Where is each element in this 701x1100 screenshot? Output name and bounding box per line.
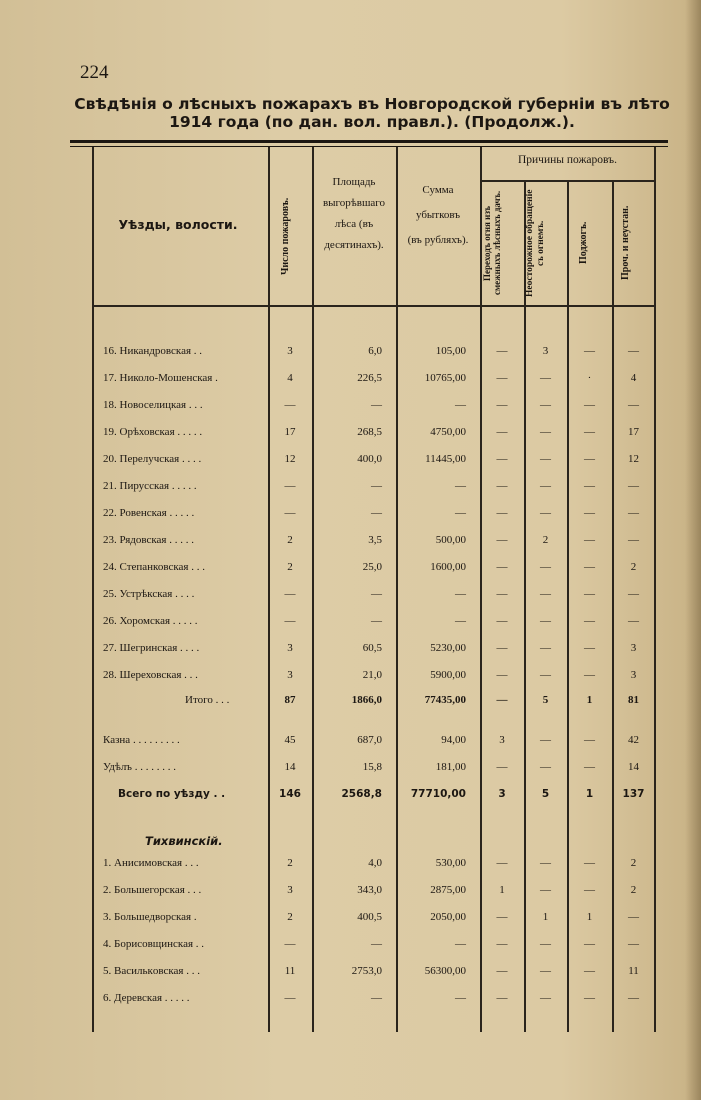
page-title (70, 95, 674, 131)
cell-c4: 2 (630, 857, 637, 869)
row-name: 20. Перелучская . . . . (103, 453, 202, 465)
cell-area: 268,5 (357, 426, 382, 438)
cell-count: 146 (279, 788, 301, 800)
cell-area: 687,0 (357, 734, 382, 746)
header-loss-line-3: (въ рубляхъ). (407, 234, 469, 246)
cell-c1: — (496, 669, 508, 681)
cell-c2: — (540, 669, 551, 681)
cell-c4: — (628, 588, 639, 600)
cell-c4: 42 (628, 734, 639, 746)
cell-loss: — (455, 992, 466, 1004)
cell-c2: — (540, 642, 551, 654)
header-causes: Причины пожаровъ. (517, 154, 618, 166)
cell-c4: 11 (628, 965, 639, 977)
cell-area: — (371, 992, 382, 1004)
header-cause-1: Переходъ огня изъ смежныхъ лѣсныхъ дачъ. (482, 190, 502, 296)
cell-c1: — (496, 911, 508, 923)
cell-c3: — (584, 507, 595, 519)
cell-c3: — (584, 884, 595, 896)
cell-loss: 1600,00 (430, 561, 466, 573)
cell-c1: — (496, 615, 508, 627)
cell-count: 45 (284, 734, 296, 746)
cell-area: — (371, 399, 382, 411)
cell-c2: 1 (542, 911, 549, 923)
cell-loss: — (455, 615, 466, 627)
cell-c1: — (496, 345, 508, 357)
cell-c3: — (584, 426, 595, 438)
cell-loss: 10765,00 (424, 372, 466, 384)
cell-count: 2 (287, 534, 293, 546)
cell-count: 12 (284, 453, 296, 465)
cell-c2: — (540, 615, 551, 627)
cell-count: — (284, 399, 296, 411)
cell-count: 3 (287, 642, 293, 654)
cell-area: — (371, 480, 382, 492)
cell-c1: — (496, 507, 508, 519)
cell-c4: 14 (628, 761, 639, 773)
col-line-c3-l (567, 180, 569, 1032)
top-rule-thin (70, 146, 668, 147)
cell-c2: — (540, 561, 551, 573)
cell-c2: — (540, 857, 551, 869)
cell-c2: 5 (541, 788, 550, 800)
cell-c3: — (584, 534, 595, 546)
cell-c3: — (584, 761, 595, 773)
cell-c1: — (496, 561, 508, 573)
cell-loss: 181,00 (435, 761, 466, 773)
cell-c1: — (496, 642, 508, 654)
cell-c3: — (584, 669, 595, 681)
cell-loss: 530,00 (435, 857, 466, 869)
cell-c4: — (628, 399, 639, 411)
cell-c1: 3 (498, 788, 506, 800)
col-line-c2-l (524, 180, 526, 1032)
cell-area: — (371, 615, 382, 627)
cell-c4: — (628, 534, 639, 546)
cell-c3: 1 (586, 694, 593, 706)
header-area-line-3: лѣса (въ (334, 218, 374, 230)
cell-loss: 11445,00 (425, 453, 466, 465)
cell-loss: 500,00 (435, 534, 466, 546)
cell-count: — (284, 507, 296, 519)
cell-area: — (371, 588, 382, 600)
cell-c3: — (584, 938, 595, 950)
page-number: 224 (80, 62, 109, 83)
header-area (312, 172, 396, 256)
cell-c4: — (628, 507, 639, 519)
cell-c1: — (496, 453, 508, 465)
row-name: 16. Никандровская . . (103, 345, 203, 357)
cell-count: 17 (284, 426, 296, 438)
row-name: 27. Шегринская . . . . (103, 642, 200, 654)
header-loss-line-2: убытковъ (415, 209, 461, 221)
cell-c2: — (540, 480, 551, 492)
cell-area: 400,0 (357, 453, 382, 465)
cell-count: 3 (287, 884, 293, 896)
cell-c2: — (540, 507, 551, 519)
cell-loss: 4750,00 (430, 426, 466, 438)
cell-area: 3,5 (368, 534, 382, 546)
row-name: 3. Большедворская . (103, 911, 197, 923)
cell-c2: — (540, 453, 551, 465)
cell-c2: — (540, 426, 551, 438)
cell-area: 60,5 (362, 642, 382, 654)
col-line-left (92, 147, 94, 1032)
cell-loss: 2875,00 (430, 884, 466, 896)
col-line-c4-l (612, 180, 614, 1032)
cell-c2: — (540, 588, 551, 600)
row-name: 22. Ровенская . . . . . (103, 507, 195, 519)
header-cause-4: Проч. и неустан. (620, 205, 631, 281)
header-count: Число пожаровъ. (280, 197, 291, 275)
header-loss-line-1: Сумма (422, 184, 454, 196)
cell-count: 4 (287, 372, 293, 384)
cell-c1: — (496, 694, 508, 706)
cell-c4: 4 (630, 372, 637, 384)
cell-c3: — (584, 734, 595, 746)
cell-c1: — (496, 857, 508, 869)
cell-c2: — (540, 992, 551, 1004)
cell-loss: 2050,00 (430, 911, 466, 923)
cell-c1: — (496, 534, 508, 546)
cell-c2: — (540, 884, 551, 896)
top-rule-thick (70, 140, 668, 143)
cell-loss: 5230,00 (430, 642, 466, 654)
cell-c2: — (540, 372, 551, 384)
cell-c1: — (496, 761, 508, 773)
cell-c3: · (587, 372, 592, 384)
cell-c1: — (496, 992, 508, 1004)
cell-c3: — (584, 480, 595, 492)
cell-c1: — (496, 588, 508, 600)
cell-c1: — (496, 372, 508, 384)
cell-count: — (284, 480, 296, 492)
cell-c3: — (584, 399, 595, 411)
cell-c3: — (584, 588, 595, 600)
cell-loss: — (455, 399, 466, 411)
cell-c3: — (584, 642, 595, 654)
header-cause-2: Неосторожное обращеніе съ огнемъ. (525, 189, 546, 297)
cell-c2: 5 (542, 694, 549, 706)
cell-c1: — (496, 426, 508, 438)
cell-count: — (284, 992, 296, 1004)
cell-c3: 1 (586, 911, 593, 923)
header-cause-3: Поджогъ. (578, 221, 589, 265)
cell-count: 2 (287, 911, 293, 923)
row-name: 26. Хоромская . . . . . (103, 615, 198, 627)
cell-c4: 2 (630, 884, 637, 896)
cell-area: 2753,0 (351, 965, 382, 977)
cell-loss: 105,00 (435, 345, 466, 357)
cell-c1: 3 (499, 734, 505, 746)
cell-c4: — (628, 615, 639, 627)
cell-count: — (284, 615, 296, 627)
cell-loss: — (455, 507, 466, 519)
row-name: 28. Шереховская . . . (103, 669, 198, 681)
cell-c4: — (628, 992, 639, 1004)
cell-count: — (284, 938, 296, 950)
row-name: 4. Борисовщинская . . (103, 938, 205, 950)
header-area-line-1: Площадь (332, 176, 376, 188)
cell-c4: 17 (628, 426, 639, 438)
cell-c3: — (584, 615, 595, 627)
cell-count: 2 (287, 561, 293, 573)
cell-c2: 2 (542, 534, 549, 546)
row-name: 18. Новоселицкая . . . (103, 399, 203, 411)
cell-area: 25,0 (362, 561, 382, 573)
cell-area: — (371, 938, 382, 950)
cell-count: 3 (287, 345, 293, 357)
cell-count: 2 (287, 857, 293, 869)
row-name: Всего по уѣзду . . (118, 788, 226, 800)
row-name: Итого . . . (185, 694, 230, 706)
row-name: Удѣлъ . . . . . . . . (103, 761, 176, 773)
header-bottom-rule (92, 305, 655, 307)
cell-area: 226,5 (357, 372, 382, 384)
cell-loss: 56300,00 (424, 965, 466, 977)
cell-c1: 1 (499, 884, 505, 896)
cell-loss: 5900,00 (430, 669, 466, 681)
cell-c4: 81 (628, 694, 639, 706)
cell-loss: 77435,00 (424, 694, 466, 706)
cell-area: — (371, 507, 382, 519)
cell-c1: — (496, 938, 508, 950)
cell-area: 6,0 (368, 345, 382, 357)
page-edge-shadow (685, 0, 701, 1100)
cell-loss: — (455, 588, 466, 600)
cell-c3: — (584, 453, 595, 465)
cell-c4: 2 (630, 561, 637, 573)
row-name: 24. Степанковская . . . (103, 561, 205, 573)
cell-area: 15,8 (362, 761, 382, 773)
cell-area: 2568,8 (341, 788, 382, 800)
title-line-1: Свѣдѣнія о лѣсныхъ пожарахъ въ Новгородской губерніи въ лѣто (74, 95, 670, 113)
row-name: 6. Деревская . . . . . (103, 992, 190, 1004)
row-name: Казна . . . . . . . . . (103, 734, 180, 746)
cell-c3: — (584, 992, 595, 1004)
cell-area: 21,0 (362, 669, 382, 681)
cell-c2: — (540, 734, 551, 746)
cell-area: 343,0 (357, 884, 382, 896)
title-line-2: 1914 года (по дан. вол. правл.). (Продолж.). (169, 113, 575, 131)
row-name: 2. Большегорская . . . (103, 884, 202, 896)
cell-c4: 137 (622, 788, 645, 800)
row-name: 23. Рядовская . . . . . (103, 534, 194, 546)
cell-c2: — (540, 399, 551, 411)
cell-loss: 94,00 (441, 734, 466, 746)
cell-c4: 12 (628, 453, 639, 465)
cell-count: 14 (284, 761, 296, 773)
cell-c2: 3 (542, 345, 549, 357)
cell-loss: — (455, 480, 466, 492)
cell-area: 400,5 (357, 911, 382, 923)
cell-count: 3 (287, 669, 293, 681)
cell-c1: — (496, 965, 508, 977)
row-name: 17. Николо-Мошенская . (103, 372, 218, 384)
header-area-line-2: выгорѣвшаго (322, 197, 386, 209)
cell-c4: — (628, 911, 639, 923)
row-name: 5. Василькoвская . . . (103, 965, 200, 977)
cell-c4: — (628, 480, 639, 492)
cell-count: — (284, 588, 296, 600)
cell-c4: — (628, 938, 639, 950)
cell-c3: — (584, 561, 595, 573)
cell-c4: 3 (630, 642, 637, 654)
cell-c3: — (584, 965, 595, 977)
row-name: 19. Орѣховская . . . . . (103, 426, 203, 438)
cell-area: 4,0 (368, 857, 382, 869)
row-name: 25. Устрѣкская . . . . (103, 588, 195, 600)
cell-c2: — (540, 938, 551, 950)
cell-area: 1866,0 (351, 694, 382, 706)
cell-c2: — (540, 761, 551, 773)
cell-c3: — (584, 857, 595, 869)
header-loss (396, 180, 480, 251)
cell-loss: 77710,00 (410, 788, 466, 800)
header-area-line-4: десятинахъ). (324, 239, 384, 251)
cell-loss: — (455, 938, 466, 950)
row-name: Тихвинскій. (145, 834, 223, 848)
row-name: 21. Пирусская . . . . . (103, 480, 197, 492)
cell-c3: 1 (585, 788, 594, 800)
cell-c3: — (584, 345, 595, 357)
row-name: 1. Анисимовская . . . (103, 857, 199, 869)
cell-c1: — (496, 480, 508, 492)
cell-c1: — (496, 399, 508, 411)
cell-count: 11 (284, 965, 296, 977)
cell-c4: — (628, 345, 639, 357)
header-district: Уѣзды, волости. (118, 217, 238, 232)
cell-count: 87 (284, 694, 296, 706)
cell-c2: — (540, 965, 551, 977)
cell-c4: 3 (630, 669, 637, 681)
